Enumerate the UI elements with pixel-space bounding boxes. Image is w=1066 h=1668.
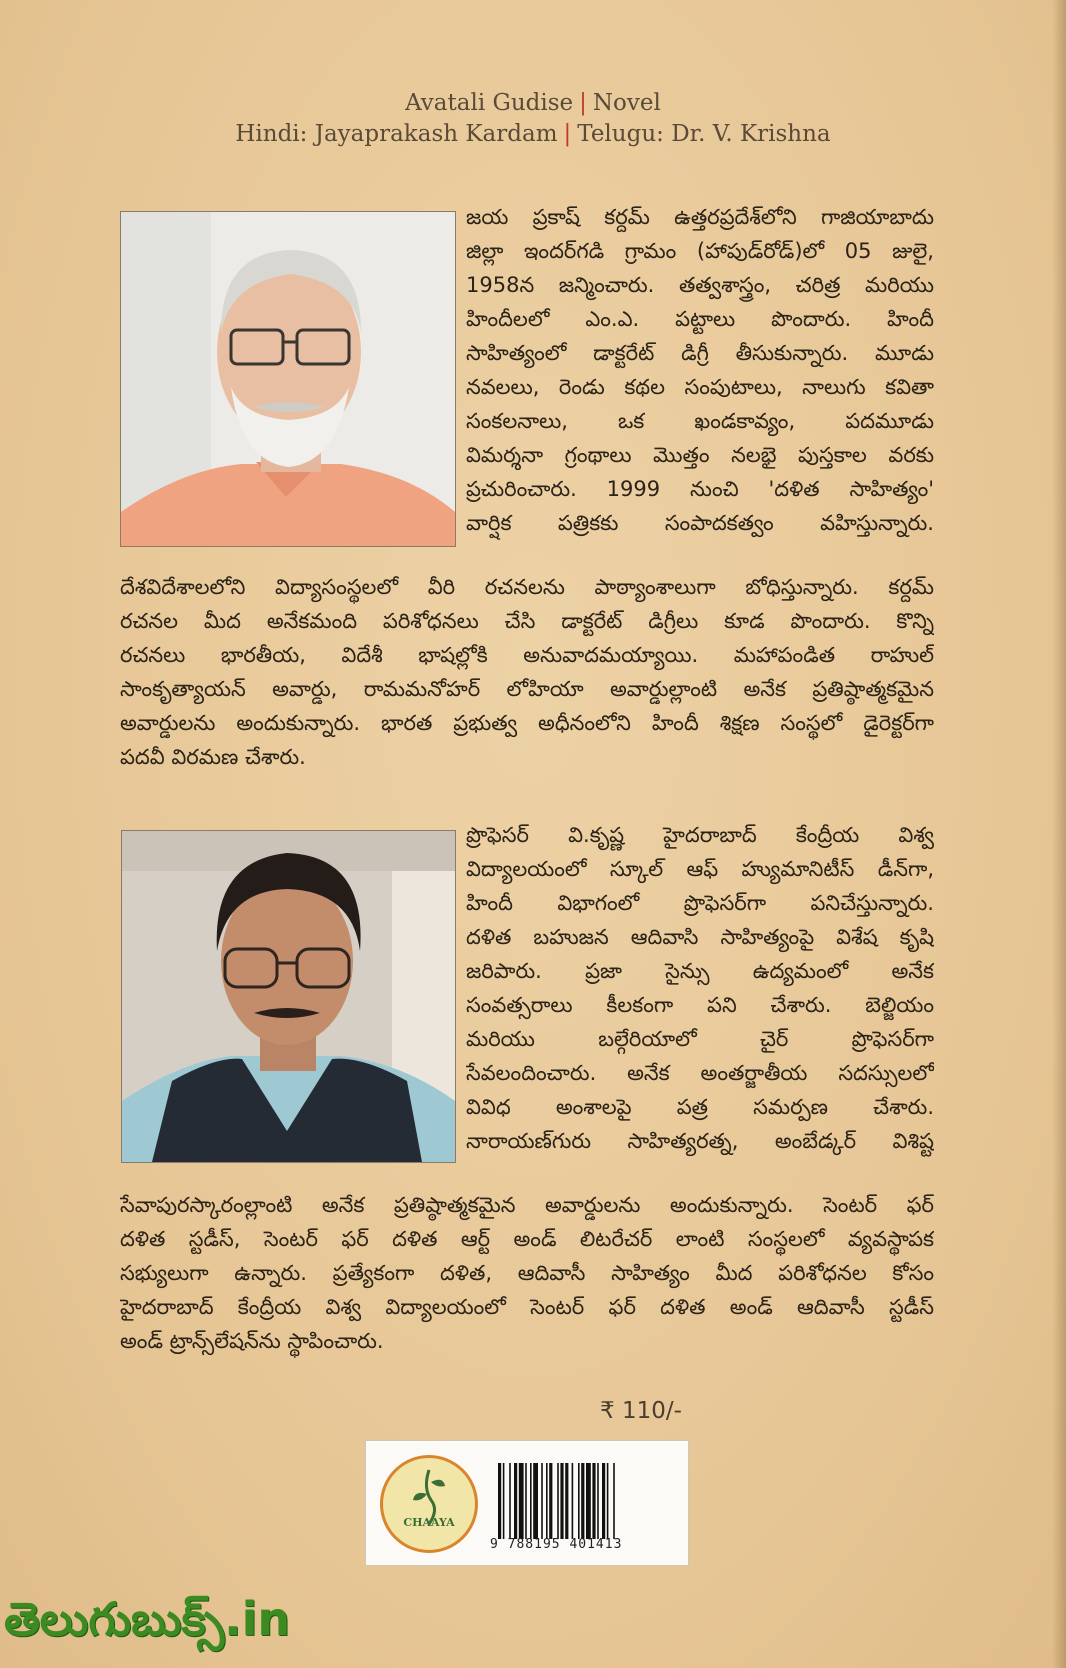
title-line bbox=[0, 88, 1066, 119]
bio-line: రచనలు భారతీయ, విదేశీ భాషల్లోకి అనువాదమయ్యాయి. మహాపండిత రాహుల్ bbox=[120, 643, 934, 667]
bio-line: సంవత్సరాలు కీలకంగా పని చేశారు. బెల్జియం bbox=[466, 993, 934, 1017]
bio-line: అవార్డులను అందుకున్నారు. భారత ప్రభుత్వ అధీనంలోని హిందీ శిక్షణ సంస్థలో డైరెక్టర్‌గా bbox=[120, 711, 934, 735]
bio-line: ప్రొఫెసర్ వి.కృష్ణ హైదరాబాద్ కేంద్రీయ విశ్వ bbox=[466, 823, 934, 847]
credits-line bbox=[0, 119, 1066, 150]
bio-line: మరియు బల్గేరియాలో చైర్ ప్రొఫెసర్‌గా bbox=[466, 1027, 934, 1051]
translator-bio-side bbox=[466, 818, 934, 1158]
publisher-name: CHAAYA bbox=[403, 1516, 455, 1529]
site-watermark: తెలుగుబుక్స్.in bbox=[4, 1592, 291, 1646]
bio-line: ప్రచురించారు. 1999 నుంచి 'దళిత సాహిత్యం' bbox=[466, 477, 934, 501]
spine-shadow bbox=[1052, 0, 1066, 1668]
bio-line: హైదరాబాద్ కేంద్రీయ విశ్వ విద్యాలయంలో సెంటర్ ఫర్ దళిత అండ్ ఆదివాసీ స్టడీస్ bbox=[120, 1295, 934, 1319]
barcode-panel bbox=[365, 1440, 689, 1566]
book-type: Novel bbox=[592, 90, 661, 116]
isbn-number: 9 788195 401413 bbox=[490, 1537, 623, 1552]
bio-line: హిందీ విభాగంలో ప్రొఫెసర్‌గా పనిచేస్తున్నారు. bbox=[466, 891, 934, 915]
author-bio-side bbox=[466, 200, 934, 540]
credits-separator: | bbox=[563, 121, 572, 147]
bio-line: సేవాపురస్కారంల్లాంటి అనేక ప్రతిష్ఠాత్మకమైన అవార్డులను అందుకున్నారు. సెంటర్ ఫర్ bbox=[120, 1193, 934, 1217]
bio-line: నారాయణ్‌గురు సాహిత్యరత్న, అంబేడ్కర్ విశిష్ట bbox=[466, 1129, 934, 1153]
bio-line: జయ ప్రకాష్ కర్దమ్ ఉత్తరప్రదేశ్‌లోని గాజియాబాదు bbox=[466, 205, 934, 229]
author-credit: Hindi: Jayaprakash Kardam bbox=[235, 121, 558, 147]
barcode-icon bbox=[498, 1463, 668, 1539]
bio-line: హిందీలలో ఎం.ఎ. పట్టాలు పొందారు. హిందీ bbox=[466, 307, 934, 331]
bio-line: 1958న జన్మించారు. తత్వశాస్త్రం, చరిత్ర మరియు bbox=[466, 273, 934, 297]
book-title: Avatali Gudise bbox=[405, 90, 574, 116]
translator-credit: Telugu: Dr. V. Krishna bbox=[577, 121, 831, 147]
author-portrait-image bbox=[121, 212, 455, 546]
bio-line: జిల్లా ఇందర్‌గడి గ్రామం (హాపుడ్‌రోడ్)లో 05 జులై, bbox=[466, 239, 934, 263]
bio-line: విద్యాలయంలో స్కూల్ ఆఫ్ హ్యుమానిటీస్ డీన్‌గా, bbox=[466, 857, 934, 881]
leaf-figure-icon bbox=[383, 1458, 475, 1550]
translator-portrait-image bbox=[122, 831, 455, 1162]
bio-line: రచనల మీద అనేకమంది పరిశోధనలు చేసి డాక్టరేట్ డిగ్రీలు కూడ పొందారు. కొన్ని bbox=[120, 609, 934, 633]
bio-line: పదవీ విరమణ చేశారు. bbox=[120, 745, 306, 769]
bio-line: వివిధ అంశాలపై పత్ర సమర్పణ చేశారు. bbox=[466, 1095, 934, 1119]
publisher-logo bbox=[380, 1455, 478, 1553]
author-photo bbox=[120, 211, 456, 547]
bio-line: వార్షిక పత్రికకు సంపాదకత్వం వహిస్తున్నారు. bbox=[466, 511, 934, 535]
bio-line: సభ్యులుగా ఉన్నారు. ప్రత్యేకంగా దళిత, ఆదివాసీ సాహిత్యం మీద పరిశోధనల కోసం bbox=[120, 1261, 934, 1285]
bio-line: సంకలనాలు, ఒక ఖండకావ్యం, పదమూడు bbox=[466, 409, 934, 433]
translator-photo bbox=[121, 830, 456, 1163]
bio-line: సేవలందించారు. అనేక అంతర్జాతీయ సదస్సులలో bbox=[466, 1061, 934, 1085]
cover-header bbox=[0, 88, 1066, 150]
author-bio-full bbox=[120, 570, 934, 774]
price-label: ₹ 110/- bbox=[600, 1398, 682, 1424]
bio-line: విమర్శనా గ్రంథాలు మొత్తం నలభై పుస్తకాల వరకు bbox=[466, 443, 934, 467]
title-separator: | bbox=[579, 90, 587, 116]
translator-bio-full bbox=[120, 1188, 934, 1358]
bio-line: దేశవిదేశాలలోని విద్యాసంస్థలలో వీరి రచనలను పాఠ్యాంశాలుగా బోధిస్తున్నారు. కర్దమ్ bbox=[120, 575, 934, 599]
bio-line: సాహిత్యంలో డాక్టరేట్ డిగ్రీ తీసుకున్నారు. మూడు bbox=[466, 341, 934, 365]
bio-line: నవలలు, రెండు కథల సంపుటాలు, నాలుగు కవితా bbox=[466, 375, 934, 399]
bio-line: దళిత స్టడీస్, సెంటర్ ఫర్ దళిత ఆర్ట్ అండ్ లిటరేచర్ లాంటి సంస్థలలో వ్యవస్థాపక bbox=[120, 1227, 934, 1251]
bio-line: సాంకృత్యాయన్ అవార్డు, రామమనోహర్ లోహియా అవార్డుల్లాంటి అనేక ప్రతిష్ఠాత్మకమైన bbox=[120, 677, 934, 701]
bio-line: జరిపారు. ప్రజా సైన్సు ఉద్యమంలో అనేక bbox=[466, 959, 934, 983]
bio-line: దళిత బహుజన ఆదివాసి సాహిత్యంపై విశేష కృషి bbox=[466, 925, 934, 949]
bio-line: అండ్ ట్రాన్స్‌లేషన్‌ను స్థాపించారు. bbox=[120, 1329, 384, 1353]
